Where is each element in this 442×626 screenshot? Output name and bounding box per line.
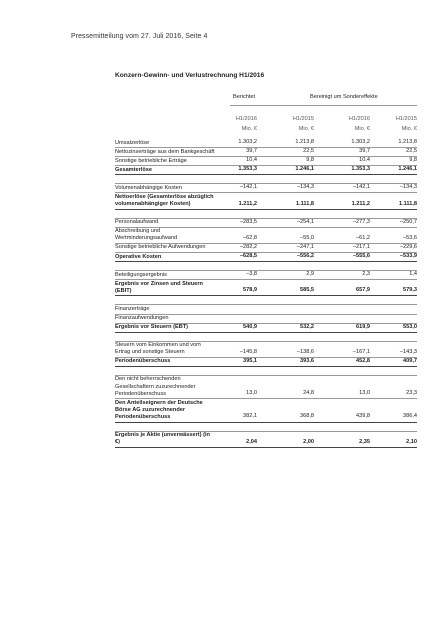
row-value: 13,0 [359,390,370,397]
row-value: –143,3 [399,348,417,355]
row-value: 532,2 [300,323,314,330]
row-label: Periodenüberschuss [115,358,171,365]
table-row [115,228,417,244]
row-value: 439,8 [356,413,370,420]
row-label: Personalaufwand [115,219,159,226]
table-row [115,315,417,324]
row-value: 578,9 [243,287,257,294]
row-value: 1.353,3 [351,166,370,173]
row-label: Gesamterlöse [115,166,153,173]
table-row [115,280,417,296]
row-label: Operative Kosten [115,253,162,260]
row-value: –62,8 [243,234,257,241]
table-row [115,193,417,209]
row-label: Finanzerträge [115,305,150,312]
row-value: 1.303,2 [238,139,257,145]
row-label: Sonstige betriebliche Erträge [115,157,187,164]
row-value: 1.303,2 [351,139,370,145]
row-value: 2,35 [359,438,370,445]
table-row [115,219,417,228]
row-value: –142,1 [239,184,257,191]
row-value: 585,5 [300,287,314,294]
table-body [115,139,417,448]
table-row [115,157,417,166]
row-value: 1.246,1 [398,166,417,173]
table-row [115,271,417,280]
row-value: –229,6 [399,243,417,250]
row-value: –142,1 [352,184,370,191]
row-value: 409,7 [403,357,417,364]
row-spacer [115,367,417,376]
row-value: –3,8 [246,271,257,278]
row-value: –145,8 [239,348,257,355]
row-value: 39,7 [246,148,257,155]
row-spacer [115,423,417,432]
row-spacer [115,333,417,342]
row-value: 23,3 [406,390,417,397]
row-value: –533,9 [399,253,417,260]
row-value: 1.111,8 [398,200,417,207]
row-value: –555,6 [352,253,370,260]
group-rule [304,105,417,106]
row-label: Den nicht beherrschenden Gesellschaftern zuzurechnender Periodenüberschuss [115,376,196,397]
period-header: H1/2016 [235,116,257,122]
row-value: –247,1 [296,243,314,250]
row-value: 9,8 [306,157,314,164]
report-title: Konzern-Gewinn- und Verlustrechnung H1/2016 [115,72,265,79]
row-value: 540,9 [243,323,257,330]
income-statement-table [115,92,417,448]
row-value: 10,4 [359,157,370,164]
row-value: –138,6 [296,348,314,355]
row-spacer [115,210,417,219]
period-header: H1/2016 [348,116,370,122]
table-row [115,166,417,175]
row-value: 1.211,2 [238,200,257,207]
row-value: 2,3 [362,271,370,278]
row-label: Nettozinserträge aus dem Bankgeschäft [115,148,215,155]
row-value: 1.213,8 [295,139,314,145]
period-header: H1/2015 [395,116,417,122]
period-header-row [115,116,417,130]
row-value: 657,9 [356,287,370,294]
table-row [115,376,417,399]
row-spacer [115,262,417,271]
table-row [115,148,417,157]
row-value: 2,04 [246,438,257,445]
unit-header: Mio. € [354,126,370,132]
row-value: –277,3 [352,218,370,225]
row-value: –283,5 [239,218,257,225]
row-value: 1.213,8 [398,139,417,145]
row-value: 452,8 [356,357,370,364]
row-label: Beteiligungsergebnis [115,271,167,278]
table-row [115,324,417,333]
row-value: 13,0 [246,390,257,397]
row-label: Ergebnis vor Steuern (EBT) [115,324,189,331]
table-row [115,305,417,314]
row-label: Sonstige betriebliche Aufwendungen [115,244,206,251]
row-value: 9,8 [409,157,417,164]
row-value: –167,1 [352,348,370,355]
row-label: Abschreibung und Wertminderungsaufwand [115,228,178,242]
row-value: 579,3 [403,287,417,294]
row-value: 382,1 [243,413,257,420]
row-value: 2,10 [406,438,417,445]
group-adjusted: Bereinigt um Sondereffekte [310,94,378,100]
table-row [115,139,417,148]
row-value: 1.211,2 [351,200,370,207]
row-label: Ergebnis vor Zinsen und Steuern (EBIT) [115,280,203,294]
row-value: –254,1 [296,218,314,225]
row-value: 386,4 [403,413,417,420]
row-value: –134,3 [399,184,417,191]
unit-header: Mio. € [241,126,257,132]
table-row [115,244,417,253]
table-row [115,432,417,448]
row-value: 395,1 [243,357,257,364]
unit-header: Mio. € [401,126,417,132]
page-header: Pressemitteilung vom 27. Juli 2016, Seite 4 [71,33,208,40]
row-value: –55,0 [300,234,314,241]
row-value: 1,4 [409,271,417,278]
row-value: 24,8 [303,390,314,397]
group-reported: Berichtet [233,94,256,100]
row-value: 619,9 [356,323,370,330]
unit-header-row [115,126,417,139]
table-row [115,253,417,262]
row-value: 1.111,8 [295,200,314,207]
row-value: –282,2 [239,243,257,250]
row-value: 39,7 [359,148,370,155]
row-value: 393,6 [300,357,314,364]
row-value: 2,00 [303,438,314,445]
row-label: Nettoerlöse (Gesamterlöse abzüglich volumenabhängiger Kosten) [115,193,214,208]
table-row [115,342,417,358]
table-row [115,184,417,193]
row-value: 553,0 [403,323,417,330]
row-value: 368,8 [300,413,314,420]
row-value: –134,3 [296,184,314,191]
row-value: –217,1 [352,243,370,250]
row-value: 1.353,3 [238,166,257,173]
row-value: 2,9 [306,271,314,278]
period-header: H1/2015 [292,116,314,122]
row-spacer [115,296,417,305]
row-label: Umsatzerlöse [115,139,150,146]
unit-header: Mio. € [298,126,314,132]
row-spacer [115,175,417,184]
row-value: –556,2 [296,253,314,260]
row-label: Steuern vom Einkommen und vom Ertrag und sonstige Steuern [115,342,201,356]
table-row [115,399,417,422]
row-value: –61,2 [356,234,370,241]
row-value: –628,5 [239,253,257,260]
row-value: 1.246,1 [295,166,314,173]
row-label: Ergebnis je Aktie (unverwässert) (in €) [115,432,210,446]
column-group-header [115,92,417,116]
row-value: 22,5 [406,148,417,155]
table-row [115,358,417,367]
row-label: Den Anteilseignern der Deutsche Börse AG zuzurechnender Periodenüberschuss [115,399,203,420]
row-value: 10,4 [246,157,257,164]
row-value: –250,7 [399,218,417,225]
row-label: Finanzaufwendungen [115,315,169,321]
row-value: –53,6 [403,234,417,241]
row-label: Volumenabhängige Kosten [115,184,182,191]
row-value: 22,5 [303,148,314,155]
